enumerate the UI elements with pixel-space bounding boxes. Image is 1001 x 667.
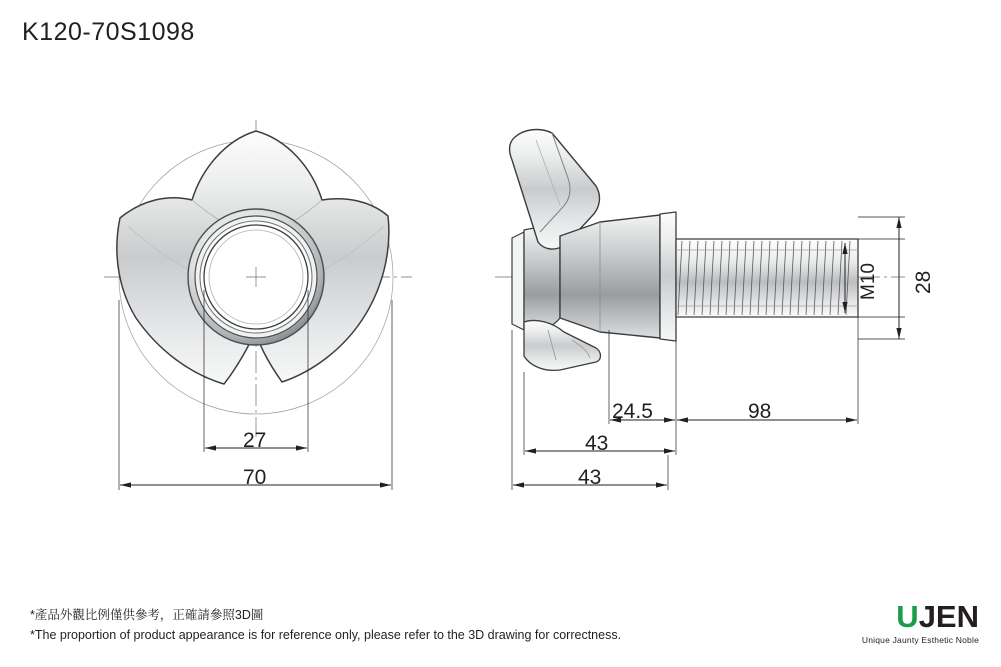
logo-tagline: Unique Jaunty Esthetic Noble <box>861 635 979 645</box>
dim-side-total-upper: 43 <box>585 432 609 455</box>
brand-logo <box>862 601 979 645</box>
logo-letters-jen: JEN <box>918 599 979 634</box>
dim-thread-length: 98 <box>748 400 772 423</box>
side-view <box>495 130 905 490</box>
dim-front-outer: 70 <box>243 466 267 489</box>
dim-thread-diameter: 28 <box>912 270 935 294</box>
note-en: *The proportion of product appearance is for reference only, please refer to the 3D drawing for correctness. <box>30 627 622 642</box>
dim-thread-spec: M10 <box>858 263 879 300</box>
footnotes <box>30 606 621 645</box>
logo-letter-u: U <box>896 599 919 634</box>
dim-side-total-lower: 43 <box>578 466 602 489</box>
dim-front-inner: 27 <box>243 429 267 452</box>
dim-side-head: 24.5 <box>612 400 653 423</box>
note-zh: *產品外觀比例僅供參考，正確請參照3D圖 <box>30 608 264 623</box>
page-title: K120-70S1098 <box>22 18 195 46</box>
logo-wordmark <box>862 601 979 632</box>
